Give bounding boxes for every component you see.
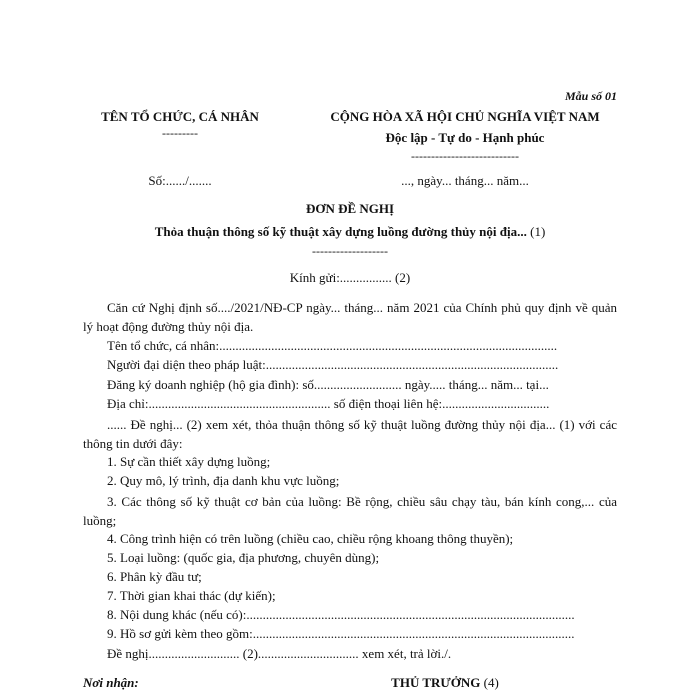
list-item: 9. Hồ sơ gửi kèm theo gồm:................................................................................................... (107, 626, 575, 641)
list-item: 5. Loại luồng: (quốc gia, địa phương, chuyên dùng); (107, 550, 380, 565)
list-item: 2. Quy mô, lý trình, địa danh khu vực luồng; (107, 473, 340, 488)
field-organization: Tên tổ chức, cá nhân:........................................................................................................ (107, 338, 558, 353)
subtitle-text: Thỏa thuận thông số kỹ thuật xây dựng luồng đường thủy nội địa... (154, 224, 527, 239)
recipient-label: Nơi nhận: (83, 675, 139, 690)
addressee: Kính gửi:................ (2) (289, 270, 411, 285)
left-header-rule: --------- (162, 126, 198, 140)
document-date: ..., ngày... tháng... năm... (401, 173, 529, 188)
list-item: 3. Các thông số kỹ thuật cơ bản của luồng: Bề rộng, chiều sâu chạy tàu, bán kính cong,... của luồng; (83, 494, 617, 528)
head-title: THỦ TRƯỞNG (391, 675, 481, 690)
subtitle-rule: ------------------- (312, 244, 388, 258)
document-title: ĐƠN ĐỀ NGHỊ (305, 201, 395, 216)
form-number: Mẫu số 01 (564, 89, 617, 103)
right-header-rule: --------------------------- (411, 149, 519, 163)
field-representative: Người đại diện theo pháp luật:.......................................................................................... (107, 357, 559, 372)
list-item: 7. Thời gian khai thác (dự kiến); (107, 588, 276, 603)
document-subtitle (0, 224, 700, 240)
field-registration: Đăng ký doanh nghiệp (hộ gia đình): số........................... ngày..... tháng... năm... tại... (107, 377, 549, 392)
list-item: 6. Phân kỳ đầu tư; (107, 569, 202, 584)
list-item: 8. Nội dung khác (nếu có):..................................................................................................... (107, 607, 575, 622)
request-paragraph: ...... Đề nghị... (2) xem xét, thỏa thuận thông số kỹ thuật luồng đường thủy nội địa... (1) với các thông tin dưới đây: (83, 417, 617, 451)
closing-request: Đề nghị............................ (2)............................... xem xét, trả lời./. (107, 646, 452, 661)
signatory-title (320, 675, 570, 691)
country-name: CỘNG HÒA XÃ HỘI CHỦ NGHĨA VIỆT NAM (330, 109, 600, 124)
organization-name: TÊN TỔ CHỨC, CÁ NHÂN (101, 109, 259, 124)
list-item: 4. Công trình hiện có trên luồng (chiều cao, chiều rộng khoang thông thuyền); (107, 531, 514, 546)
head-note: (4) (480, 675, 499, 690)
subtitle-note: (1) (526, 224, 546, 239)
document-number: Số:....../....... (148, 173, 212, 188)
list-item: 1. Sự cần thiết xây dựng luồng; (107, 454, 271, 469)
basis-paragraph: Căn cứ Nghị định số..../2021/NĐ-CP ngày... tháng... năm 2021 của Chính phủ quy định về quản lý hoạt động đường thủy nội địa. (83, 300, 617, 334)
national-motto: Độc lập - Tự do - Hạnh phúc (385, 130, 545, 145)
field-address: Địa chỉ:........................................................ số điện thoại liên hệ:................................. (107, 396, 550, 411)
